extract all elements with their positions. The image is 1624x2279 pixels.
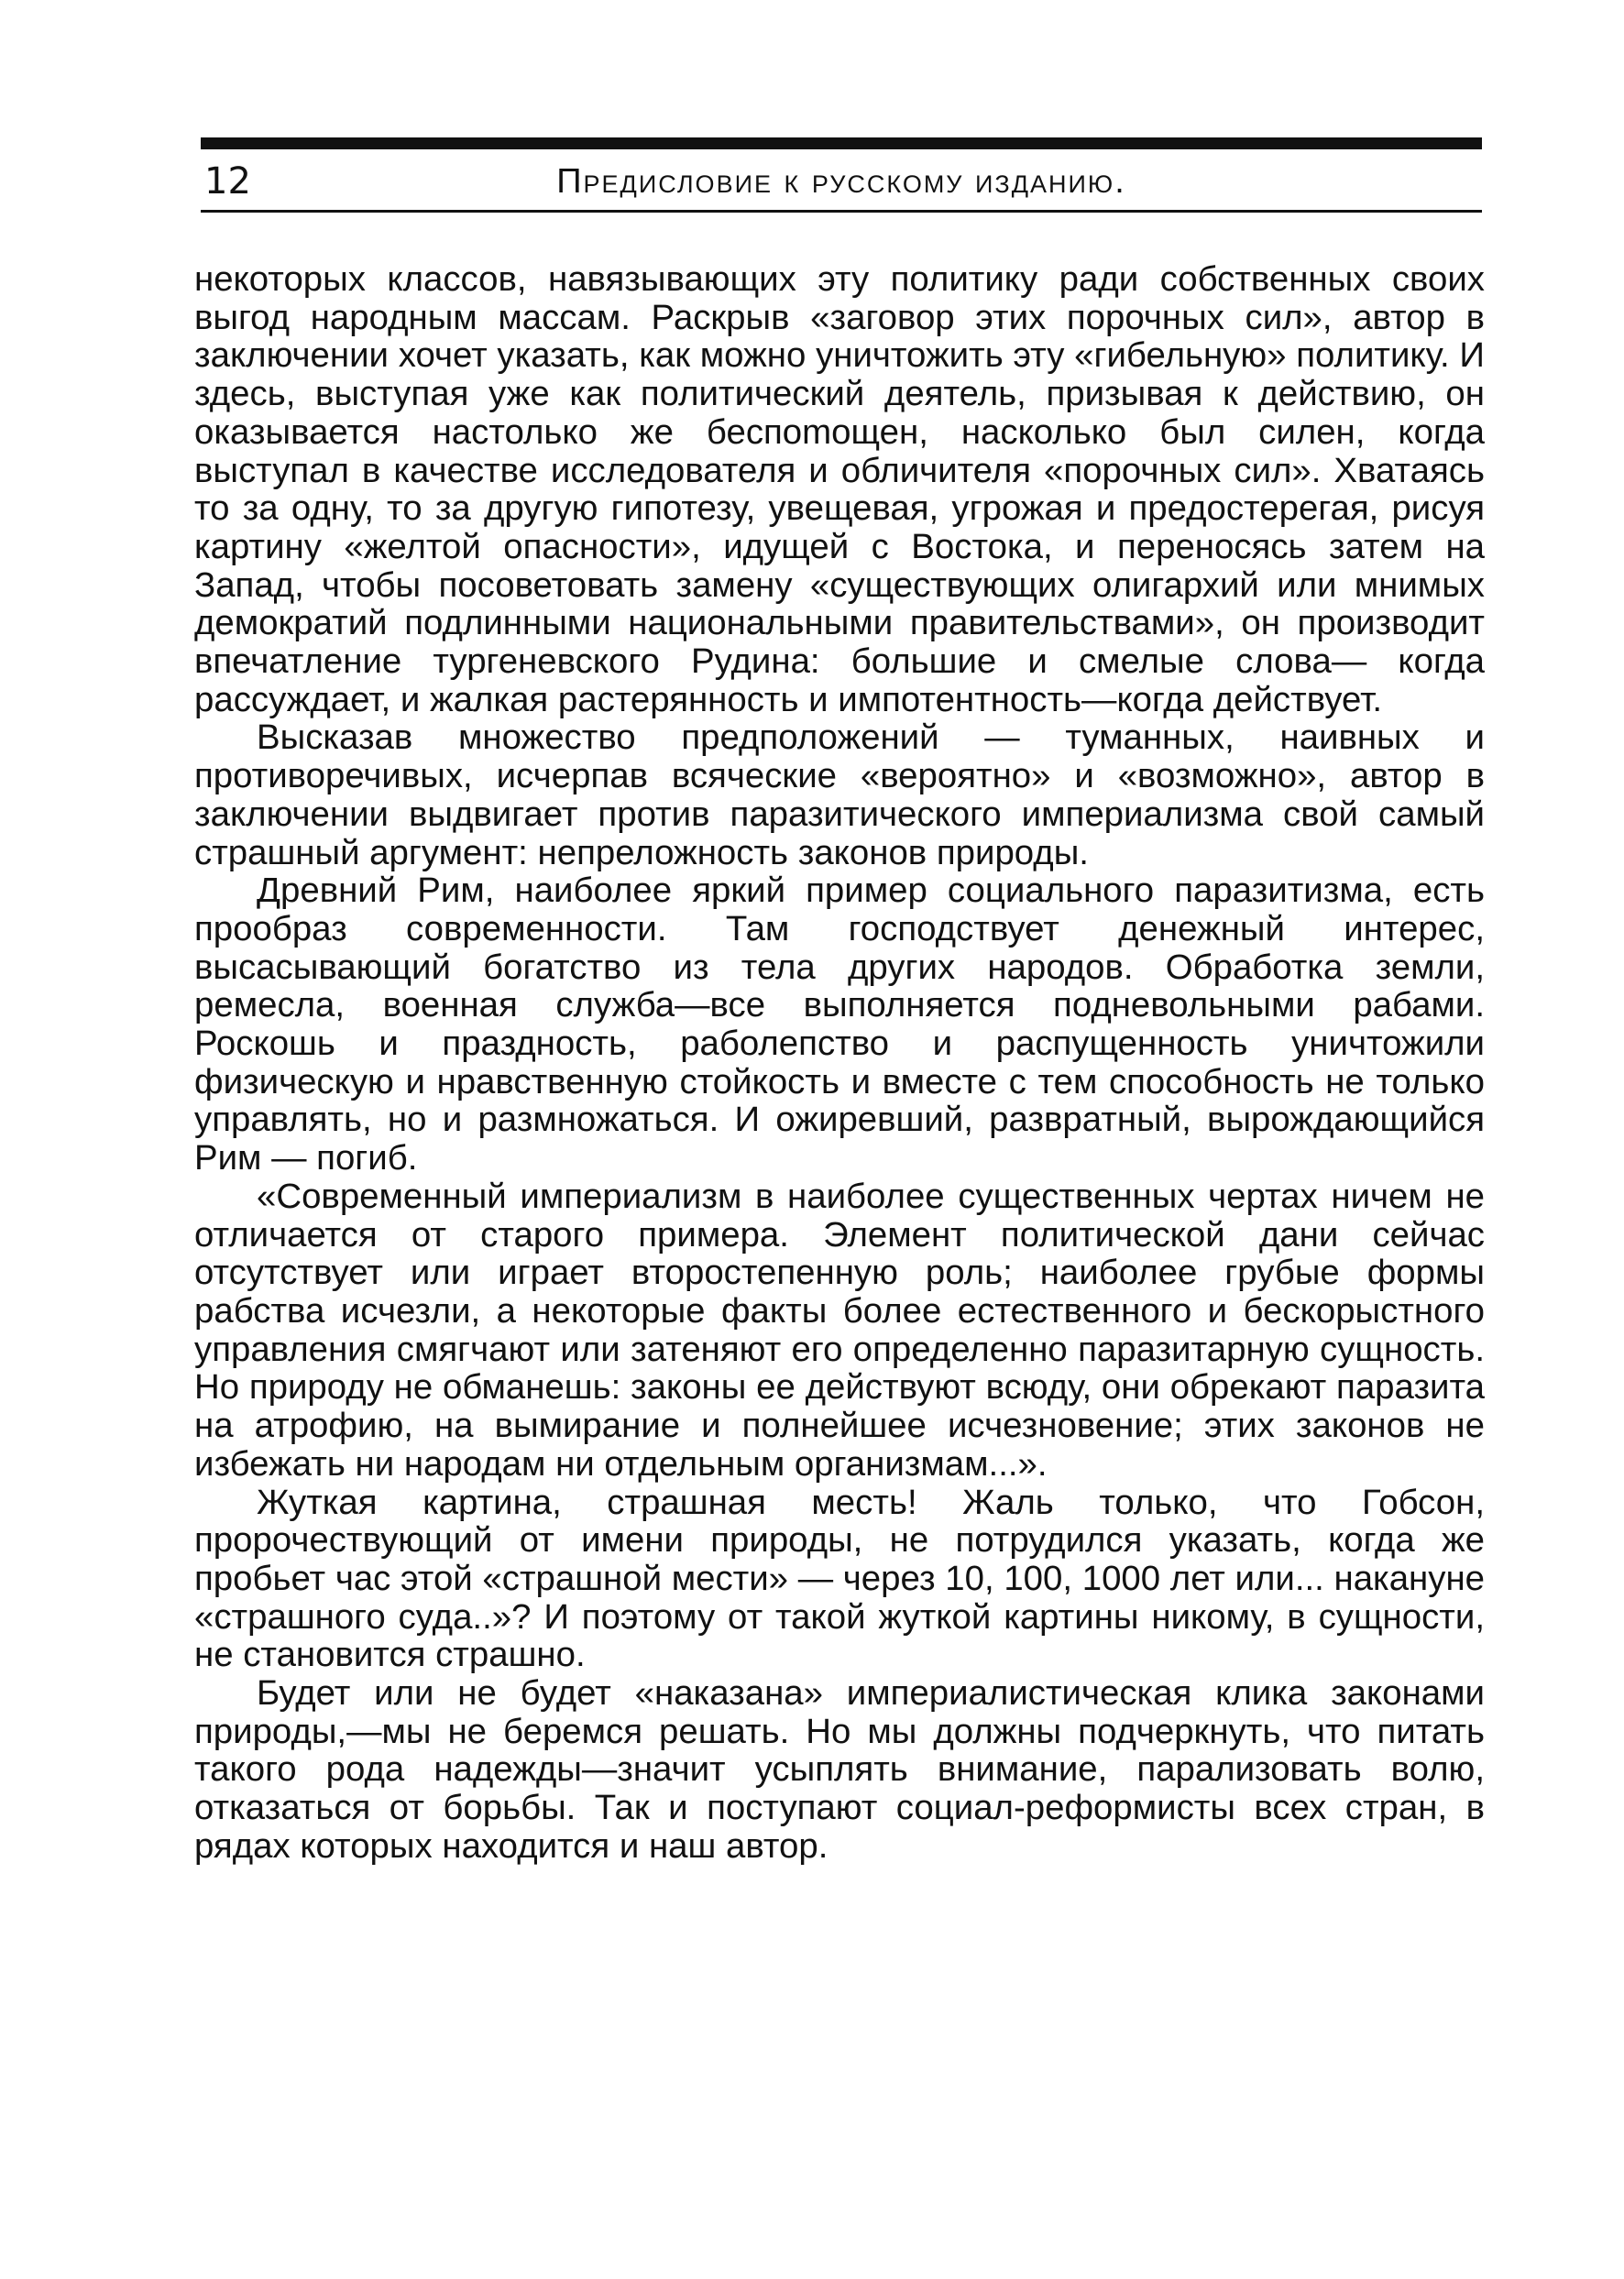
paragraph-4: «Современный империализм в наиболее существенных чертах ничем не отличается от старого примера. Элемент политической дани сейчас отсутствует или играет второстепенную роль; наиболее грубые формы рабства исчезли, а некоторые факты более естественного и бескорыстного управления смягчают или затеняют его определенно паразитарную сущность. Но природу не обманешь: законы ее действуют всюду, они обрекают паразита на атрофию, на вымирание и полнейшее исчезновение; этих законов не избежать ни народам ни отдельным организмам...». bbox=[194, 1176, 1485, 1484]
paragraph-5: Жуткая картина, страшная месть! Жаль только, что Гобсон, пророчествующий от имени природы, не потрудился указать, когда же пробьет час этой «страшной мести» — через 10, 100, 1000 лет или... накануне «страшного суда..»? И поэтому от такой жуткой картины никому, в сущности, не становится страшно. bbox=[194, 1482, 1485, 1675]
running-title: Предисловие к русскому изданию. bbox=[556, 162, 1126, 201]
paragraph-6: Будет или не будет «наказана» империалистическая клика законами природы,—мы не беремся решать. Но мы должны подчеркнуть, что питать такого рода надежды—значит усыплять внимание, парализовать волю, отказаться от борьбы. Так и поступают социал-реформисты всех стран, в рядах которых находится и наш автор. bbox=[194, 1673, 1485, 1866]
head-rule bbox=[201, 210, 1482, 213]
page-number: 12 bbox=[204, 160, 251, 203]
paragraph-3: Древний Рим, наиболее яркий пример социального паразитизма, есть прообраз современности. Там господствует денежный интерес, высасывающий богатство из тела других народов. Обработка земли, ремесла, военная служба—все выполняется подневольными рабами. Роскошь и праздность, раболепство и распущенность уничтожили физическую и нравственную стойкость и вместе с тем способность не только управлять, но и размножаться. И ожиревший, развратный, вырождающийся Рим — погиб. bbox=[194, 871, 1485, 1178]
paragraph-2: Высказав множество предположений — туманных, наивных и противоречивых, исчерпав всяческие «вероятно» и «возможно», автор в заключении выдвигает против паразитического империализма свой самый страшный аргумент: непреложность законов природы. bbox=[194, 718, 1485, 872]
body-text bbox=[194, 260, 1485, 1866]
paragraph-1: некоторых классов, навязывающих эту политику ради собственных своих выгод народным массам. Раскрыв «заговор этих порочных сил», автор в заключении хочет указать, как можно уничтожить эту «гибельную» политику. И здесь, выступая уже как политический деятель, призывая к действию, он оказывается настолько же беспоmощен, насколько был силен, когда выступал в качестве исследователя и обличителя «порочных сил». Хватаясь то за одну, то за другую гипотезу, увещевая, угрожая и предостерегая, рисуя картину «желтой опасности», идущей с Востока, и переносясь затем на Запад, чтобы посоветовать замену «существующих олигархий или мнимых демократий подлинными национальными правительствами», он производит впечатление тургеневского Рудина: большие и смелые слова— когда рассуждает, и жалкая растерянность и импотентность—когда действует. bbox=[194, 259, 1485, 719]
running-head bbox=[201, 158, 1482, 205]
top-rule bbox=[201, 137, 1482, 149]
